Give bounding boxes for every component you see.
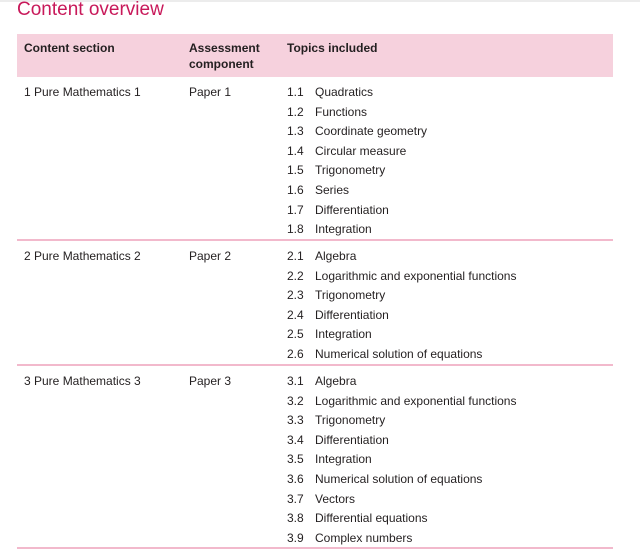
topic-number: 1.4 xyxy=(287,143,304,158)
header-assessment-line1: Assessment xyxy=(189,41,260,55)
topic-item xyxy=(287,83,613,103)
topic-item xyxy=(287,220,613,240)
topic-number: 3.5 xyxy=(287,452,304,467)
topic-item xyxy=(287,411,613,431)
assessment-component-cell: Paper 3 xyxy=(189,374,232,388)
topic-number: 2.3 xyxy=(287,288,304,303)
topic-name: Algebra xyxy=(315,249,357,263)
topic-number: 2.2 xyxy=(287,268,304,283)
content-section-cell: 3 Pure Mathematics 3 xyxy=(24,374,141,388)
topic-name: Algebra xyxy=(315,374,357,388)
table-row xyxy=(17,366,613,549)
topic-number: 2.4 xyxy=(287,307,304,322)
topic-name: Series xyxy=(315,182,350,197)
topic-name: Integration xyxy=(315,452,372,467)
topic-number: 3.1 xyxy=(287,374,304,388)
topic-item xyxy=(287,161,613,181)
topic-number: 3.7 xyxy=(287,491,304,506)
topic-number: 3.4 xyxy=(287,432,304,447)
topic-number: 1.2 xyxy=(287,104,304,119)
content-overview-table xyxy=(17,34,613,549)
topic-name: Differentiation xyxy=(315,307,389,322)
topic-number: 1.6 xyxy=(287,182,304,197)
topic-list xyxy=(287,83,613,240)
header-assessment-component xyxy=(189,40,269,72)
topic-item xyxy=(287,345,613,365)
table-row xyxy=(17,241,613,366)
topic-name: Functions xyxy=(315,104,368,119)
topic-number: 1.8 xyxy=(287,222,304,237)
content-section-cell: 1 Pure Mathematics 1 xyxy=(24,85,141,99)
topic-name: Complex numbers xyxy=(315,530,413,545)
topic-item xyxy=(287,450,613,470)
topic-item xyxy=(287,509,613,529)
table-row xyxy=(17,77,613,241)
topic-name: Vectors xyxy=(315,491,356,506)
topic-name: Differentiation xyxy=(315,202,389,217)
assessment-component-cell: Paper 2 xyxy=(189,249,232,263)
topic-number: 3.6 xyxy=(287,471,304,486)
topic-name: Quadratics xyxy=(315,85,374,99)
topic-item xyxy=(287,286,613,306)
topic-name: Trigonometry xyxy=(315,288,386,303)
topic-item xyxy=(287,431,613,451)
header-assessment-line2: component xyxy=(189,57,254,71)
topic-name: Differentiation xyxy=(315,432,389,447)
header-topics-included: Topics included xyxy=(287,41,378,55)
topic-number: 3.2 xyxy=(287,393,304,408)
topic-item xyxy=(287,103,613,123)
topic-number: 3.8 xyxy=(287,511,304,526)
topic-item xyxy=(287,529,613,549)
content-section-cell: 2 Pure Mathematics 2 xyxy=(24,249,141,263)
topic-name: Logarithmic and exponential functions xyxy=(315,268,517,283)
topic-item xyxy=(287,306,613,326)
topic-item xyxy=(287,325,613,345)
topic-name: Coordinate geometry xyxy=(315,124,428,139)
topic-number: 2.1 xyxy=(287,249,304,263)
topic-item xyxy=(287,142,613,162)
topic-name: Differential equations xyxy=(315,511,428,526)
topic-name: Trigonometry xyxy=(315,163,386,178)
topic-item xyxy=(287,267,613,287)
topic-item xyxy=(287,372,613,392)
topic-number: 1.7 xyxy=(287,202,304,217)
topic-item xyxy=(287,181,613,201)
topic-item xyxy=(287,392,613,412)
topic-name: Numerical solution of equations xyxy=(315,471,483,486)
topic-item xyxy=(287,470,613,490)
topic-name: Circular measure xyxy=(315,143,407,158)
topic-number: 3.3 xyxy=(287,413,304,428)
topic-number: 1.3 xyxy=(287,124,304,139)
topic-item xyxy=(287,490,613,510)
topic-item xyxy=(287,247,613,267)
topic-list xyxy=(287,372,613,548)
topic-name: Trigonometry xyxy=(315,413,386,428)
topic-name: Numerical solution of equations xyxy=(315,346,483,361)
topic-number: 2.5 xyxy=(287,327,304,342)
topic-number: 1.5 xyxy=(287,163,304,178)
topic-number: 3.9 xyxy=(287,530,304,545)
topic-item xyxy=(287,122,613,142)
topic-name: Integration xyxy=(315,327,372,342)
header-content-section: Content section xyxy=(24,41,115,55)
topic-number: 2.6 xyxy=(287,346,304,361)
topic-name: Integration xyxy=(315,222,372,237)
assessment-component-cell: Paper 1 xyxy=(189,85,232,99)
page-title: Content overview xyxy=(17,0,164,20)
topic-item xyxy=(287,201,613,221)
topic-number: 1.1 xyxy=(287,85,304,99)
table-header xyxy=(17,34,613,77)
topic-list xyxy=(287,247,613,365)
topic-name: Logarithmic and exponential functions xyxy=(315,393,517,408)
